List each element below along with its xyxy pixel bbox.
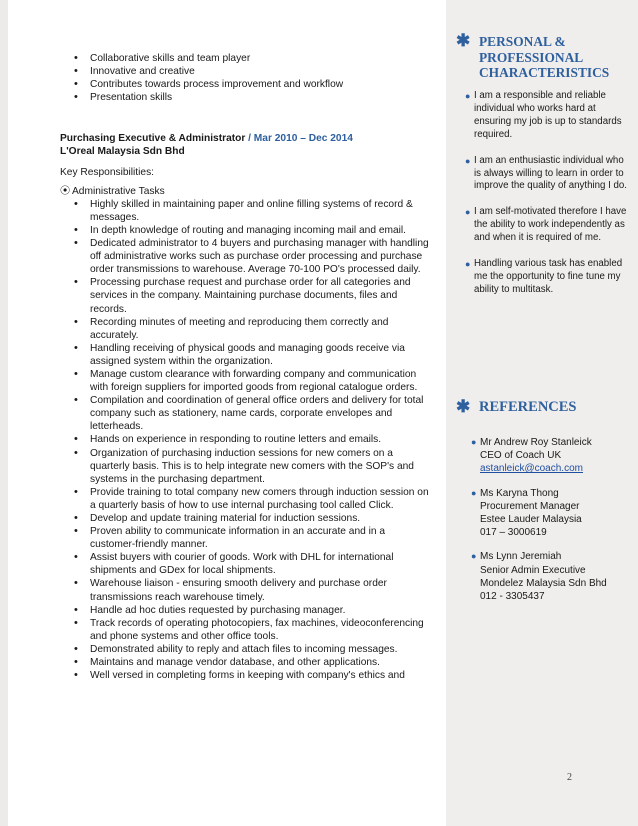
bullet-dot-icon: ● bbox=[465, 259, 471, 270]
characteristic-item bbox=[465, 90, 628, 142]
page-margin-strip bbox=[0, 0, 8, 826]
skills-list bbox=[60, 52, 432, 104]
job-title-line bbox=[60, 132, 432, 145]
duty-item: • Handle ad hoc duties requested by purchasing manager. bbox=[90, 604, 432, 617]
characteristic-text: I am an enthusiastic individual who is always willing to learn in order to improve the quality of anything I do. bbox=[474, 154, 627, 192]
duty-item: • Assist buyers with courier of goods. Work with DHL for international shipments and GDex for local shipments. bbox=[90, 551, 432, 577]
reference-company: Mondelez Malaysia Sdn Bhd bbox=[480, 577, 607, 589]
target-circle-icon: ⦿ bbox=[60, 185, 71, 197]
duty-item: • Handling receiving of physical goods and managing goods receive via assigned system within the organization. bbox=[90, 342, 432, 368]
reference-name: Ms Karyna Thong bbox=[480, 487, 559, 499]
skill-item: • Innovative and creative bbox=[90, 65, 432, 78]
duty-item: • Hands on experience in responding to routine letters and emails. bbox=[90, 433, 432, 446]
task-heading-label: Administrative Tasks bbox=[72, 185, 165, 197]
reference-title: Procurement Manager bbox=[480, 500, 580, 512]
duty-item: • Demonstrated ability to reply and attach files to incoming messages. bbox=[90, 643, 432, 656]
characteristic-text: I am self-motivated therefore I have the ability to work independently as and when it is required of me. bbox=[474, 206, 627, 244]
characteristic-text: I am a responsible and reliable individual who works hard at ensuring my job is up to standards required. bbox=[474, 90, 622, 140]
asterisk-icon: ✱ bbox=[456, 397, 471, 416]
asterisk-icon: ✱ bbox=[456, 31, 471, 50]
bullet-dot-icon: ● bbox=[465, 155, 471, 166]
task-heading bbox=[60, 185, 432, 198]
heading-line: REFERENCES bbox=[479, 399, 577, 415]
job-dates: / Mar 2010 – Dec 2014 bbox=[245, 133, 353, 145]
duty-item: • Develop and update training material for induction sessions. bbox=[90, 512, 432, 525]
job-title: Purchasing Executive & Administrator bbox=[60, 133, 246, 145]
reference-phone: 012 - 3305437 bbox=[480, 591, 545, 603]
reference-item bbox=[472, 436, 632, 476]
heading-line: PROFESSIONAL bbox=[479, 49, 584, 65]
duty-item: • Proven ability to communicate information in an accurate and in a customer-friendly manner. bbox=[90, 525, 432, 551]
bullet-dot-icon: ● bbox=[471, 487, 477, 498]
characteristic-item bbox=[465, 258, 628, 297]
sidebar bbox=[446, 0, 638, 826]
reference-email-link[interactable]: astanleick@coach.com bbox=[480, 463, 583, 475]
duty-item: • Compilation and coordination of general office orders and delivery for total company such as stationery, name cards, corporate envelopes and letterheads. bbox=[90, 394, 432, 433]
duty-item: • Organization of purchasing induction sessions for new comers on a quarterly basis. This is to help integrate new comers with the SOP's and systems in the purchasing department. bbox=[90, 447, 432, 486]
characteristic-item bbox=[465, 154, 628, 194]
duty-item: • Dedicated administrator to 4 buyers and purchasing manager with handling off administrative works such as purchase order processing and purchase order transmissions to warehouse. Average 70-100 PO's processed daily. bbox=[90, 237, 432, 276]
duty-item: • In depth knowledge of routing and managing incoming mail and email. bbox=[90, 224, 432, 237]
reference-title: CEO of Coach UK bbox=[480, 450, 562, 462]
reference-item bbox=[472, 550, 632, 603]
characteristics-heading bbox=[456, 31, 633, 81]
duty-item: • Manage custom clearance with forwarding company and communication with foreign suppliers for imported goods from regional catalogue orders. bbox=[90, 368, 432, 394]
reference-phone: 017 – 3000619 bbox=[480, 527, 547, 539]
reference-name: Mr Andrew Roy Stanleick bbox=[480, 437, 592, 448]
references-list bbox=[472, 436, 632, 614]
references-heading bbox=[456, 397, 633, 416]
bullet-dot-icon: ● bbox=[465, 207, 471, 218]
characteristic-text: Handling various task has enabled me the opportunity to fine tune my ability to multitask. bbox=[474, 258, 623, 295]
heading-line: PERSONAL & bbox=[479, 34, 566, 49]
duty-item: • Well versed in completing forms in keeping with company's ethics and bbox=[90, 669, 432, 682]
key-responsibilities-label: Key Responsibilities: bbox=[60, 166, 154, 178]
skill-item: • Presentation skills bbox=[90, 91, 432, 104]
skill-item: • Contributes towards process improvement and workflow bbox=[90, 78, 432, 91]
page-number: 2 bbox=[567, 772, 572, 783]
duty-item: • Track records of operating photocopiers, fax machines, videoconferencing and phone systems and other office tools. bbox=[90, 617, 432, 643]
reference-company: Estee Lauder Malaysia bbox=[480, 514, 582, 526]
reference-name: Ms Lynn Jeremiah bbox=[480, 551, 562, 563]
duty-item: • Recording minutes of meeting and reproducing them correctly and accurately. bbox=[90, 316, 432, 342]
duty-item: • Processing purchase request and purchase order for all categories and services in the company. Maintaining purchase documents, files and records. bbox=[90, 276, 432, 315]
reference-item bbox=[472, 487, 632, 540]
heading-line: CHARACTERISTICS bbox=[479, 65, 610, 80]
duty-item: • Maintains and manage vendor database, and other applications. bbox=[90, 656, 432, 669]
bullet-dot-icon: ● bbox=[471, 551, 477, 562]
characteristic-item bbox=[465, 206, 628, 245]
bullet-dot-icon: ● bbox=[465, 91, 471, 101]
duty-item: • Warehouse liaison - ensuring smooth delivery and purchase order transmissions reach warehouse timely. bbox=[90, 577, 432, 603]
duties-list bbox=[60, 198, 432, 682]
reference-title: Senior Admin Executive bbox=[480, 564, 586, 576]
company-name: L'Oreal Malaysia Sdn Bhd bbox=[60, 146, 185, 158]
main-column bbox=[60, 52, 432, 682]
skill-item: • Collaborative skills and team player bbox=[90, 52, 432, 65]
bullet-dot-icon: ● bbox=[471, 437, 477, 447]
duty-item: • Provide training to total company new comers through induction session on a quarterly basis of how to use internal purchasing tool called Click. bbox=[90, 486, 432, 512]
characteristics-list bbox=[465, 90, 628, 310]
duty-item: • Highly skilled in maintaining paper and online filling systems of record & messages. bbox=[90, 198, 432, 224]
